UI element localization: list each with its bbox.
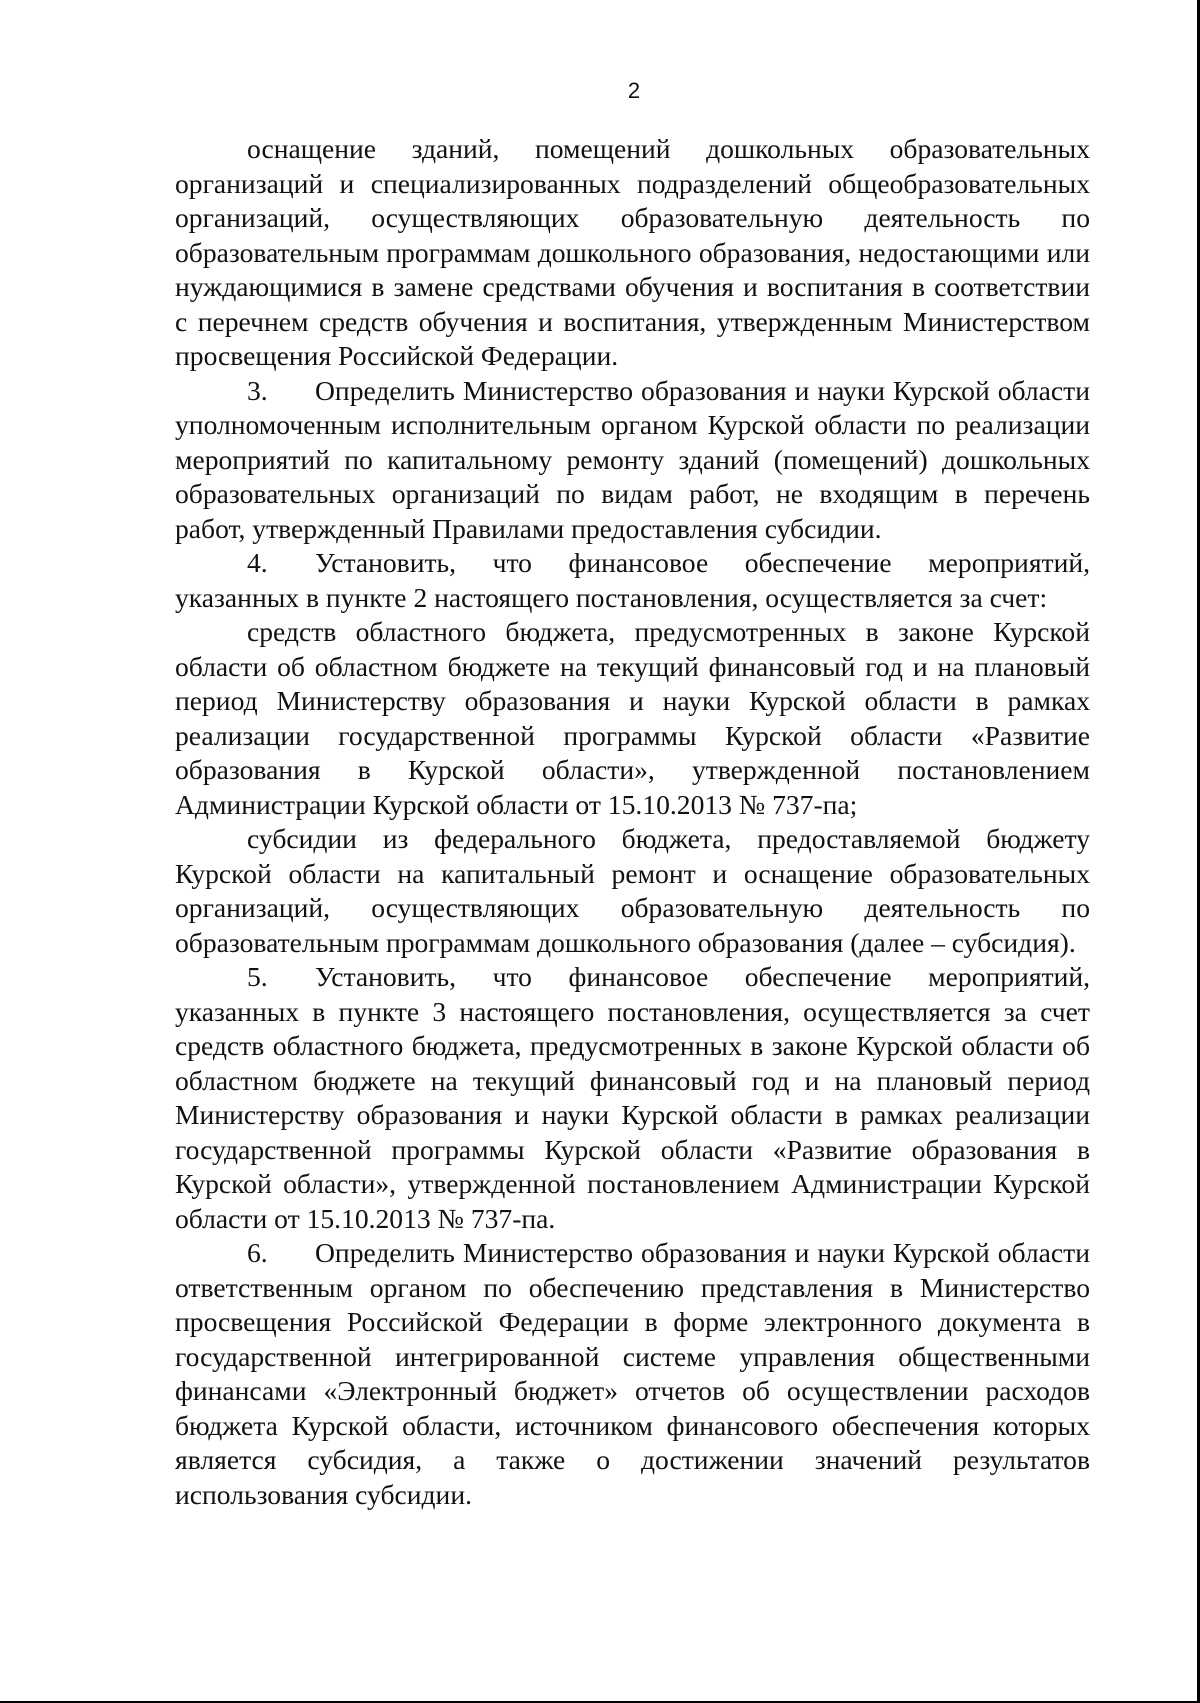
paragraph-item-5	[175, 960, 1090, 1236]
paragraph-item-4-sub-b: субсидии из федерального бюджета, предоставляемой бюджету Курской области на капитальный ремонт и оснащение образовательных организаций, осуществляющих образовательную деятельность по образовательным программам дошкольного образования (далее – субсидия).	[175, 823, 1090, 958]
item-number-5: 5.	[247, 961, 268, 992]
item-number-6: 6.	[247, 1237, 268, 1268]
item-text-5: Установить, что финансовое обеспечение мероприятий, указанных в пункте 3 настоящего постановления, осуществляется за счет средств областного бюджета, предусмотренных в законе Курской области об областном бюджете на текущий финансовый год и на плановый период Министерству образования и науки Курской области в рамках реализации государственной программы Курской области «Развитие образования в Курской области», утвержденной постановлением Администрации Курской области от 15.10.2013 № 737-па.	[175, 961, 1090, 1234]
page-number: 2	[627, 78, 641, 103]
item-text-6: Определить Министерство образования и науки Курской области ответственным органом по обеспечению представления в Министерство просвещения Российской Федерации в форме электронного документа в государственной интегрированной системе управления общественными финансами «Электронный бюджет» отчетов об осуществлении расходов бюджета Курской области, источником финансового обеспечения которых является субсидия, а также о достижении значений результатов использования субсидии.	[175, 1237, 1090, 1510]
paragraph-item-4	[175, 546, 1090, 615]
paragraph-item-3	[175, 374, 1090, 547]
paragraph-continuation: оснащение зданий, помещений дошкольных образовательных организаций и специализированных подразделений общеобразовательных организаций, осуществляющих образовательную деятельность по образовательным программам дошкольного образования, недостающими или нуждающимися в замене средствами обучения и воспитания в соответствии с перечнем средств обучения и воспитания, утвержденным Министерством просвещения Российской Федерации.	[175, 133, 1090, 371]
paragraph-item-4-sub-a: средств областного бюджета, предусмотренных в законе Курской области об областном бюджете на текущий финансовый год и на плановый период Министерству образования и науки Курской области в рамках реализации государственной программы Курской области «Развитие образования в Курской области», утвержденной постановлением Администрации Курской области от 15.10.2013 № 737-па;	[175, 616, 1090, 820]
document-body	[175, 132, 1090, 1512]
item-number-4: 4.	[247, 547, 268, 578]
paragraph-item-6	[175, 1236, 1090, 1512]
item-number-3: 3.	[247, 374, 268, 406]
item-text-4: Установить, что финансовое обеспечение мероприятий, указанных в пункте 2 настоящего постановления, осуществляется за счет:	[175, 547, 1090, 613]
item-text-3: Определить Министерство образования и науки Курской области уполномоченным исполнительным органом Курской области по реализации мероприятий по капитальному ремонту зданий (помещений) дошкольных образовательных организаций по видам работ, не входящим в перечень работ, утвержденный Правилами предоставления субсидии.	[175, 374, 1090, 544]
